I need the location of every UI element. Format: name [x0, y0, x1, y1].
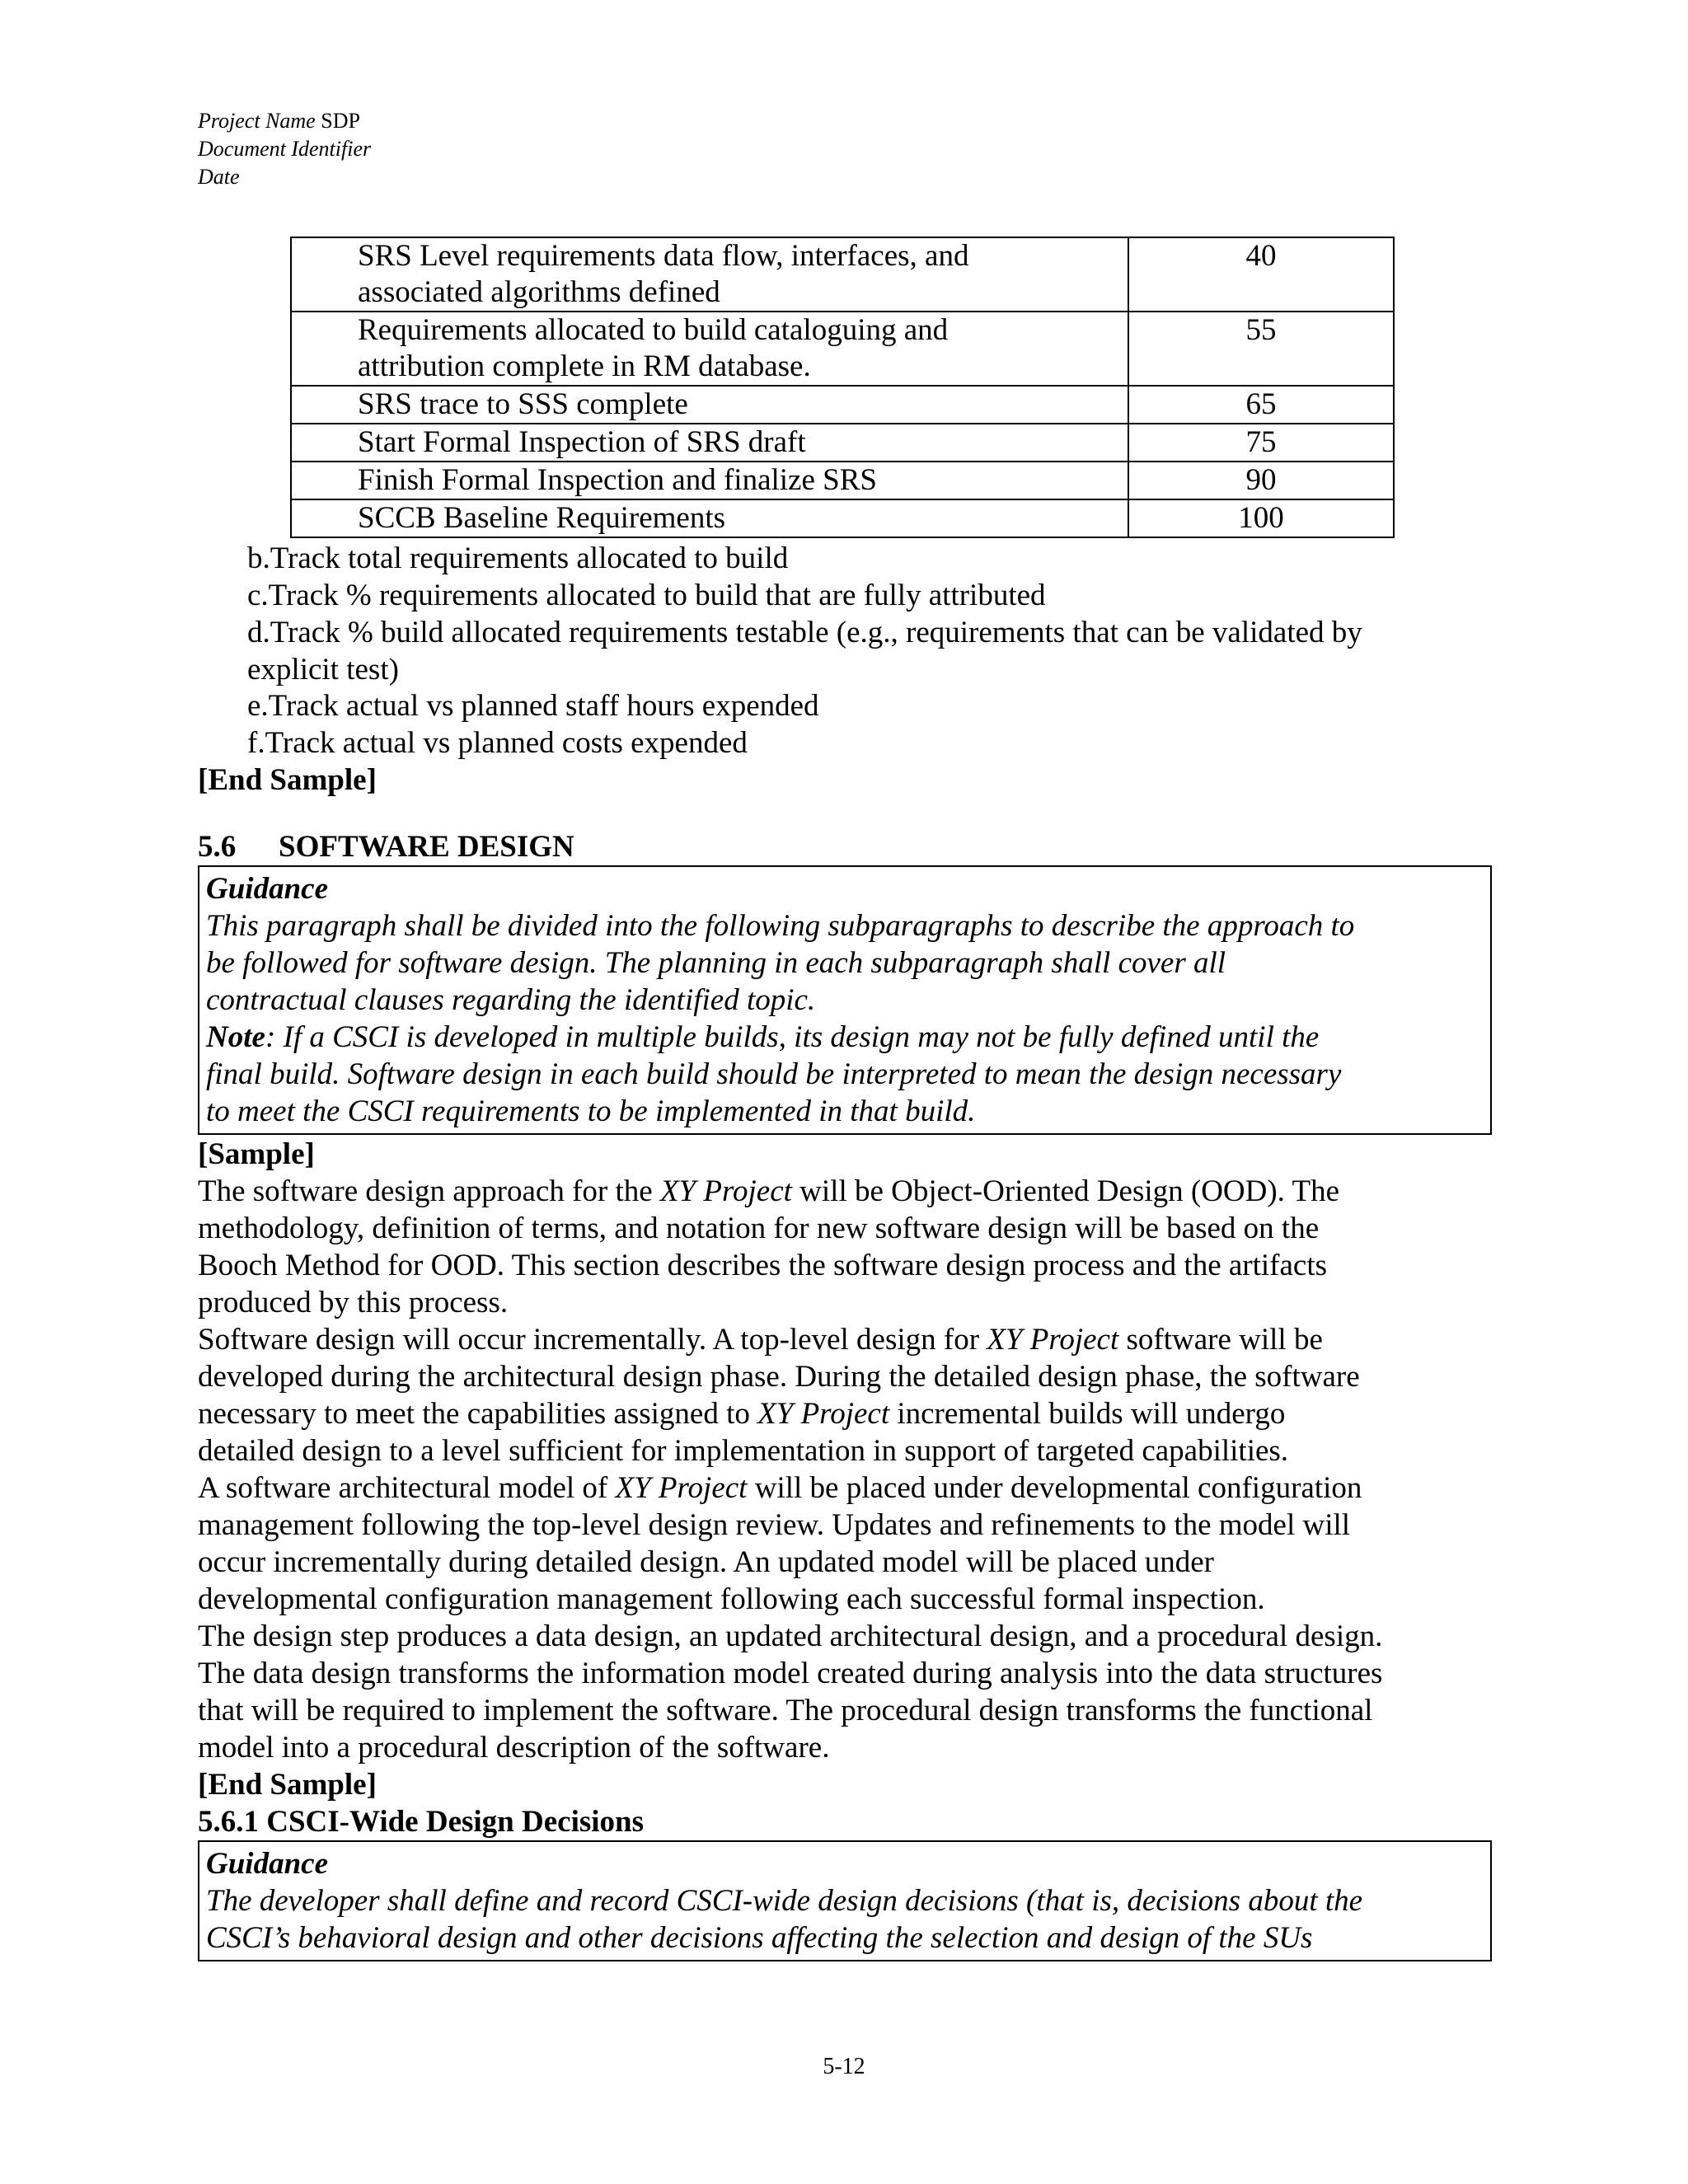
- tracking-item-b: b.Track total requirements allocated to build: [247, 541, 789, 575]
- end-sample-marker: [End Sample]: [198, 1768, 377, 1802]
- section-heading-5-6: [198, 828, 574, 865]
- tracking-item-c: c.Track % requirements allocated to build that are fully attributed: [247, 579, 1046, 612]
- tracking-item-d-continued: explicit test): [247, 653, 399, 687]
- percent-cell: 65: [1128, 386, 1394, 424]
- milestone-text: Requirements allocated to build cataloguing and: [358, 313, 949, 347]
- guidance-box: [198, 1840, 1492, 1961]
- project-name-line: [198, 107, 371, 135]
- guidance-text: contractual clauses regarding the identified topic.: [206, 983, 816, 1017]
- percent-cell: 55: [1128, 312, 1394, 386]
- milestone-text: associated algorithms defined: [358, 275, 720, 309]
- text-run: Software design will occur incrementally. A top-level design for: [198, 1323, 987, 1357]
- paragraph: [198, 1618, 1500, 1766]
- tracking-item-d: d.Track % build allocated requirements testable (e.g., requirements that can be validated by: [247, 616, 1362, 649]
- text-run: will be Object-Oriented Design (OOD). The: [791, 1174, 1340, 1208]
- project-name-italic: XY Project: [659, 1174, 792, 1208]
- guidance-text: CSCI’s behavioral design and other decisions affecting the selection and design of the SUs: [206, 1921, 1313, 1955]
- paragraph: [198, 1173, 1500, 1321]
- milestone-cell: Start Formal Inspection of SRS draft: [291, 424, 1128, 462]
- section-heading-5-6-1: 5.6.1 CSCI-Wide Design Decisions: [198, 1805, 644, 1839]
- text-run: The software design approach for the: [198, 1174, 660, 1208]
- text-run: will be placed under developmental configuration: [747, 1471, 1362, 1505]
- text-run: necessary to meet the capabilities assigned to: [198, 1397, 758, 1431]
- percent-cell: 100: [1128, 499, 1394, 537]
- guidance-text: final build. Software design in each build should be interpreted to mean the design necessary: [206, 1057, 1342, 1091]
- section-number: 5.6: [198, 830, 237, 864]
- note-text: : If a CSCI is developed in multiple builds, its design may not be fully defined until the: [265, 1020, 1320, 1054]
- page-number: 5-12: [823, 2054, 865, 2079]
- tracking-item-e: e.Track actual vs planned staff hours expended: [247, 689, 819, 723]
- table-row: [291, 386, 1394, 424]
- table-row: [291, 424, 1394, 462]
- sample-body: [198, 1173, 1500, 1766]
- percent-cell: 40: [1128, 237, 1394, 312]
- page-header: [198, 107, 371, 191]
- end-sample-marker: [End Sample]: [198, 763, 377, 797]
- note-label: Note: [206, 1020, 265, 1054]
- milestone-cell: SCCB Baseline Requirements: [291, 499, 1128, 537]
- project-name-italic: XY Project: [757, 1397, 890, 1431]
- table-row: [291, 499, 1394, 537]
- guidance-text: This paragraph shall be divided into the following subparagraphs to describe the approach to: [206, 909, 1355, 943]
- text-run: occur incrementally during detailed design. An updated model will be placed under: [198, 1545, 1214, 1579]
- text-run: The data design transforms the information model created during analysis into the data structures: [198, 1657, 1383, 1690]
- guidance-note: [206, 1019, 1484, 1056]
- guidance-text: to meet the CSCI requirements to be implemented in that build.: [206, 1094, 976, 1128]
- text-run: Booch Method for OOD. This section describes the software design process and the artifacts: [198, 1249, 1328, 1282]
- paragraph: [198, 1321, 1500, 1469]
- project-name-label: Project Name: [198, 109, 316, 133]
- text-run: model into a procedural description of the software.: [198, 1731, 830, 1765]
- text-run: software will be: [1118, 1323, 1323, 1357]
- text-run: management following the top-level design review. Updates and refinements to the model will: [198, 1508, 1351, 1542]
- document-date: Date: [198, 165, 240, 189]
- guidance-text: be followed for software design. The planning in each subparagraph shall cover all: [206, 946, 1226, 980]
- guidance-title: Guidance: [206, 1847, 328, 1881]
- percent-cell: 90: [1128, 462, 1394, 499]
- project-name-value: SDP: [315, 109, 360, 133]
- paragraph: [198, 1469, 1500, 1618]
- milestone-cell: [291, 237, 1128, 312]
- requirements-milestone-table: [290, 237, 1395, 538]
- table-row: [291, 312, 1394, 386]
- percent-cell: 75: [1128, 424, 1394, 462]
- guidance-box: [198, 865, 1492, 1135]
- milestone-cell: Finish Formal Inspection and finalize SRS: [291, 462, 1128, 499]
- milestone-cell: [291, 312, 1128, 386]
- section-title: SOFTWARE DESIGN: [279, 830, 574, 864]
- project-name-italic: XY Project: [987, 1323, 1119, 1357]
- text-run: that will be required to implement the software. The procedural design transforms the functional: [198, 1694, 1373, 1727]
- text-run: detailed design to a level sufficient for implementation in support of targeted capabilities.: [198, 1434, 1289, 1468]
- guidance-text: The developer shall define and record CSCI-wide design decisions (that is, decisions about the: [206, 1884, 1363, 1918]
- table-row: [291, 462, 1394, 499]
- text-run: incremental builds will undergo: [889, 1397, 1286, 1431]
- text-run: A software architectural model of: [198, 1471, 616, 1505]
- milestone-text: attribution complete in RM database.: [358, 349, 811, 383]
- milestone-text: SRS Level requirements data flow, interfaces, and: [358, 239, 969, 273]
- text-run: developmental configuration management following each successful formal inspection.: [198, 1582, 1265, 1616]
- text-run: The design step produces a data design, an updated architectural design, and a procedural design.: [198, 1619, 1383, 1653]
- guidance-title: Guidance: [206, 872, 328, 906]
- milestone-cell: SRS trace to SSS complete: [291, 386, 1128, 424]
- text-run: methodology, definition of terms, and notation for new software design will be based on the: [198, 1212, 1320, 1245]
- tracking-item-f: f.Track actual vs planned costs expended: [247, 726, 748, 760]
- table-row: [291, 237, 1394, 312]
- document-identifier: Document Identifier: [198, 137, 372, 161]
- text-run: produced by this process.: [198, 1286, 509, 1319]
- sample-marker: [Sample]: [198, 1137, 315, 1171]
- project-name-italic: XY Project: [615, 1471, 748, 1505]
- text-run: developed during the architectural design phase. During the detailed design phase, the software: [198, 1360, 1360, 1394]
